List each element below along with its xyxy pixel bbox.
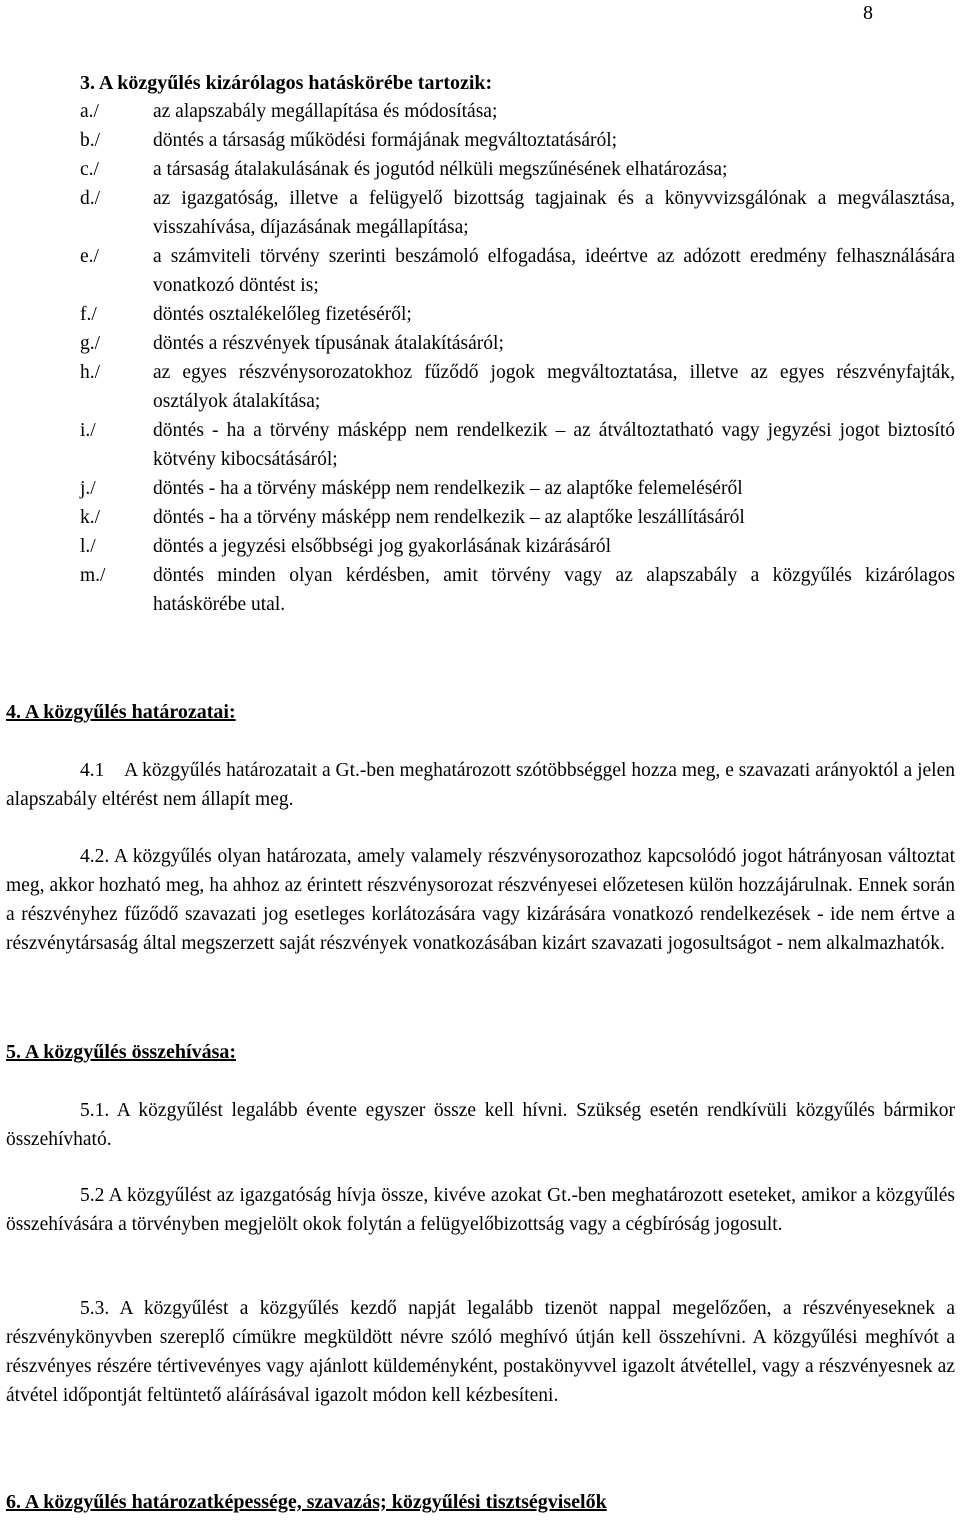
page-number: 8: [863, 2, 873, 24]
list-marker: a./: [80, 101, 99, 122]
list-text: az igazgatóság, illetve a felügyelő bizottság tagjainak és a könyvvizsgálónak a megválasztása, visszahívása, díjazásának megállapítása;: [153, 188, 955, 238]
list-text: a számviteli törvény szerinti beszámoló elfogadása, ideértve az adózott eredmény felhasználására vonatkozó döntést is;: [153, 246, 955, 296]
list-item: [80, 561, 955, 619]
list-marker: m./: [80, 565, 106, 586]
list-marker: g./: [80, 333, 101, 354]
list-text: döntés - ha a törvény másképp nem rendelkezik – az alaptőke leszállításáról: [153, 507, 745, 528]
paragraph-number: 4.1: [80, 760, 105, 781]
list-marker: c./: [80, 159, 99, 180]
paragraph-text: A közgyűlés olyan határozata, amely valamely részvénysorozathoz kapcsolódó jogot hátrányosan változtat meg, akkor hozható meg, ha ahhoz az érintett részvénysorozat részvényesei előzetesen külön hozzájárulnak. Ennek során a részvényhez fűződő szavazati jog esetleges korlátozására vagy kizárására vonatkozó rendelkezések - ide nem értve a részvénytársaság által megszerzett saját részvények vonatkozásában kizárt szavazati jogosultságot - nem alkalmazhatók.: [6, 846, 955, 954]
section-6-heading: 6. A közgyűlés határozatképessége, szavazás; közgyűlési tisztségviselők: [6, 1491, 607, 1513]
paragraph-number: 5.2: [80, 1185, 105, 1206]
list-item: [80, 329, 955, 358]
list-item: [80, 416, 955, 474]
section-3-list: [80, 97, 955, 619]
section-4-heading: 4. A közgyűlés határozatai:: [6, 701, 236, 723]
list-marker: h./: [80, 362, 101, 383]
list-item: [80, 126, 955, 155]
paragraph-5-3: [6, 1294, 955, 1410]
list-marker: f./: [80, 304, 97, 325]
list-marker: l./: [80, 536, 96, 557]
list-marker: e./: [80, 246, 99, 267]
list-item: [80, 503, 955, 532]
list-text: döntés osztalékelőleg fizetéséről;: [153, 304, 412, 325]
paragraph-text: A közgyűlést a közgyűlés kezdő napját legalább tizenöt nappal megelőzően, a részvényeseknek a részvénykönyvben szereplő címükre megküldött névre szóló meghívó útján kell összehívni. A közgyűlési meghívót a részvényes részére tértivevényes vagy ajánlott küldeményként, postakönyvvel igazolt átvétellel, vagy a részvényesnek az átvétel időpontját feltüntető aláírásával igazolt módon kell kézbesíteni.: [6, 1298, 955, 1406]
list-item: [80, 532, 955, 561]
list-marker: b./: [80, 130, 101, 151]
list-item: [80, 97, 955, 126]
list-text: a társaság átalakulásának és jogutód nélküli megszűnésének elhatározása;: [153, 159, 728, 180]
section-3-heading: 3. A közgyűlés kizárólagos hatáskörébe tartozik:: [80, 72, 493, 94]
list-item: [80, 358, 955, 416]
list-marker: k./: [80, 507, 101, 528]
list-text: döntés a társaság működési formájának megváltoztatásáról;: [153, 130, 618, 151]
list-item: [80, 300, 955, 329]
list-text: döntés a jegyzési elsőbbségi jog gyakorlásának kizárásáról: [153, 536, 612, 557]
list-marker: d./: [80, 188, 101, 209]
list-text: döntés minden olyan kérdésben, amit törvény vagy az alapszabály a közgyűlés kizárólagos hatáskörébe utal.: [153, 565, 955, 615]
list-item: [80, 155, 955, 184]
list-marker: i./: [80, 420, 96, 441]
paragraph-text: A közgyűlés határozatait a Gt.-ben meghatározott szótöbbséggel hozza meg, e szavazati arányoktól a jelen alapszabály eltérést nem állapít meg.: [6, 760, 956, 810]
paragraph-text: A közgyűlést az igazgatóság hívja össze, kivéve azokat Gt.-ben meghatározott eseteket, amikor a közgyűlés összehívására a törvényben megjelölt okok folytán a felügyelőbizottság vagy a cégbíróság jogosult.: [6, 1185, 955, 1235]
paragraph-5-1: [6, 1096, 955, 1154]
list-item: [80, 184, 955, 242]
list-text: döntés a részvények típusának átalakításáról;: [153, 333, 504, 354]
paragraph-number: 4.2.: [80, 846, 110, 867]
list-item: [80, 242, 955, 300]
list-text: az egyes részvénysorozatokhoz fűződő jogok megváltoztatása, illetve az egyes részvényfajták, osztályok átalakítása;: [153, 362, 955, 412]
paragraph-4-2: [6, 842, 955, 958]
paragraph-5-2: [6, 1181, 955, 1239]
paragraph-text: A közgyűlést legalább évente egyszer össze kell hívni. Szükség esetén rendkívüli közgyűlés bármikor összehívható.: [6, 1100, 955, 1150]
list-text: döntés - ha a törvény másképp nem rendelkezik – az átváltoztatható vagy jegyzési jogot biztosító kötvény kibocsátásáról;: [153, 420, 955, 470]
list-marker: j./: [80, 478, 96, 499]
section-5-heading: 5. A közgyűlés összehívása:: [6, 1041, 237, 1063]
list-text: az alapszabály megállapítása és módosítása;: [153, 101, 498, 122]
paragraph-number: 5.1.: [80, 1100, 110, 1121]
list-text: döntés - ha a törvény másképp nem rendelkezik – az alaptőke felemeléséről: [153, 478, 743, 499]
paragraph-number: 5.3.: [80, 1298, 110, 1319]
paragraph-4-1: [6, 756, 955, 814]
list-item: [80, 474, 955, 503]
